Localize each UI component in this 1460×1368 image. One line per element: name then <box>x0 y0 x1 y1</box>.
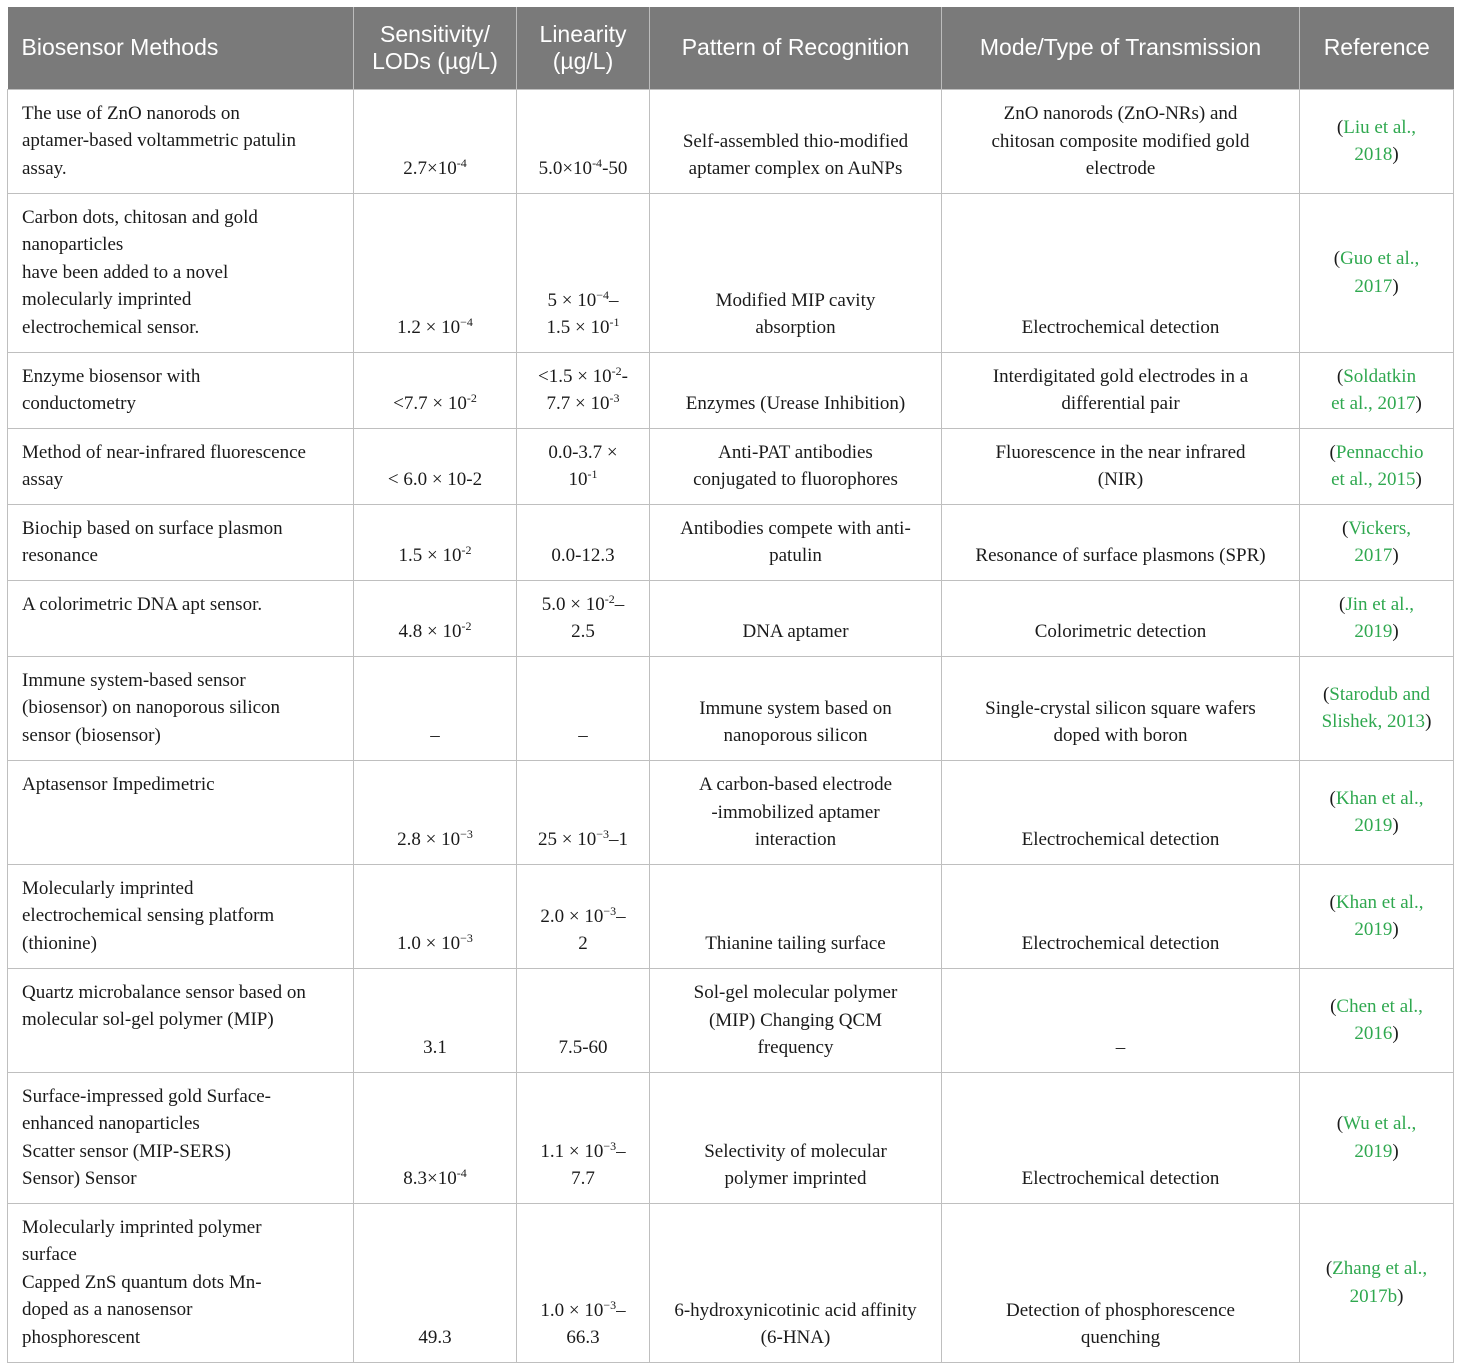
cell-linearity <box>517 864 650 968</box>
reference-line: (Vickers, <box>1341 517 1412 539</box>
cell-reference <box>1300 656 1454 760</box>
linearity-line-2 <box>527 618 639 646</box>
cell-reference <box>1300 89 1454 193</box>
cell-transmission <box>942 864 1300 968</box>
transmission-line: chitosan composite modified gold <box>991 130 1250 152</box>
method-line: (thionine) <box>22 932 97 954</box>
method-line: Scatter sensor (MIP-SERS) <box>22 1140 231 1162</box>
value-exponent: −3 <box>460 827 473 841</box>
transmission-line: ZnO nanorods (ZnO-NRs) and <box>1003 103 1238 124</box>
value-tail: - <box>621 365 628 387</box>
cell-reference <box>1300 580 1454 656</box>
pattern-line: patulin <box>769 545 822 566</box>
value-tail: – <box>614 593 625 615</box>
value-base: 1.1 × 10 <box>540 1140 604 1162</box>
method-line: molecular sol-gel polymer (MIP) <box>22 1009 274 1030</box>
cell-linearity <box>517 428 650 504</box>
table-row <box>8 193 1454 352</box>
reference-link[interactable]: et al., 2017 <box>1331 393 1416 414</box>
reference-link[interactable]: Vickers, <box>1348 517 1412 539</box>
value-base: <7.7 × 10 <box>393 393 467 414</box>
cell-method <box>8 760 354 864</box>
method-line: Method of near-infrared fluorescence <box>22 441 306 463</box>
cell-reference <box>1300 760 1454 864</box>
cell-sensitivity <box>354 656 517 760</box>
transmission-line: Interdigitated gold electrodes in a <box>992 365 1249 387</box>
value-base: 5.0 × 10 <box>541 593 605 615</box>
method-line: assay <box>22 469 64 490</box>
value-exponent: -4 <box>592 156 603 170</box>
reference-line: (Soldatkin <box>1336 365 1417 387</box>
pattern-line: interaction <box>754 829 837 850</box>
value-base: 2.8 × 10 <box>397 829 461 850</box>
reference-line: (Jin et al., <box>1339 593 1414 615</box>
value-tail: – <box>616 1299 626 1321</box>
method-line: electrochemical sensor. <box>22 316 200 338</box>
cell-linearity <box>517 656 650 760</box>
transmission-line: Electrochemical detection <box>1021 317 1220 338</box>
transmission-line: Electrochemical detection <box>1021 1168 1220 1189</box>
value-tail: – <box>609 289 619 311</box>
reference-link[interactable]: 2019 <box>1354 1140 1393 1162</box>
value-tail: –1 <box>609 829 628 850</box>
cell-text: 0.0-12.3 <box>551 545 615 566</box>
pattern-line: Sol-gel molecular polymer <box>693 982 898 1003</box>
cell-text: 3.1 <box>423 1037 447 1058</box>
cell-sensitivity <box>354 1203 517 1362</box>
value-tail: -50 <box>602 158 628 179</box>
cell-reference <box>1300 352 1454 428</box>
reference-link[interactable]: 2019 <box>1354 621 1393 642</box>
pattern-line: 6-hydroxynicotinic acid affinity <box>674 1299 917 1321</box>
pattern-line: (MIP) Changing QCM <box>708 1009 883 1031</box>
pattern-line: nanoporous silicon <box>723 725 868 746</box>
cell-pattern <box>650 193 942 352</box>
table-row <box>8 968 1454 1072</box>
cell-pattern <box>650 656 942 760</box>
value-exponent: -2 <box>604 591 615 606</box>
cell-sensitivity <box>354 352 517 428</box>
reference-line: (Khan et al., <box>1329 891 1424 913</box>
table-header <box>8 7 1454 89</box>
reference-line: (Chen et al., <box>1330 995 1423 1017</box>
reference-link[interactable]: Liu et al., <box>1343 116 1417 138</box>
transmission-line: Colorimetric detection <box>1034 621 1207 642</box>
table-row <box>8 864 1454 968</box>
value-exponent: -1 <box>587 467 598 481</box>
reference-link[interactable]: Guo et al., <box>1340 248 1420 269</box>
value-exponent: -4 <box>456 156 467 170</box>
value-base: 7.7 × 10 <box>546 393 610 414</box>
reference-link[interactable]: Slishek, 2013 <box>1321 711 1426 732</box>
transmission-line: Fluorescence in the near infrared <box>995 441 1246 463</box>
cell-pattern <box>650 864 942 968</box>
cell-method <box>8 580 354 656</box>
cell-text: < 6.0 × 10-2 <box>387 469 483 490</box>
pattern-line: Modified MIP cavity <box>715 289 876 311</box>
cell-pattern <box>650 352 942 428</box>
method-line: Enzyme biosensor with <box>22 365 201 387</box>
table-body <box>8 89 1454 1362</box>
transmission-line: differential pair <box>1061 393 1180 414</box>
reference-link[interactable]: 2019 <box>1354 815 1393 836</box>
cell-linearity <box>517 580 650 656</box>
linearity-line-2 <box>527 466 639 494</box>
method-line: nanoparticles <box>22 234 124 255</box>
cell-text: 7.7 <box>571 1168 595 1189</box>
cell-transmission <box>942 580 1300 656</box>
value-tail: – <box>616 905 626 927</box>
pattern-line: Enzymes (Urease Inhibition) <box>685 393 906 414</box>
cell-pattern <box>650 89 942 193</box>
value-base: 10 <box>568 469 588 490</box>
cell-method <box>8 193 354 352</box>
reference-line: Slishek, 2013) <box>1321 711 1432 732</box>
reference-line: (Pennacchio <box>1329 441 1424 463</box>
cell-transmission <box>942 504 1300 580</box>
value-base: 1.0 × 10 <box>397 933 461 954</box>
method-line: have been added to a novel <box>22 261 229 283</box>
linearity-line-2 <box>527 1165 639 1193</box>
value-base: 2.7×10 <box>403 158 457 179</box>
header-reference: Reference <box>1300 7 1454 89</box>
cell-method <box>8 656 354 760</box>
linearity-line-2 <box>527 930 639 958</box>
cell-method <box>8 1072 354 1203</box>
cell-pattern <box>650 968 942 1072</box>
cell-sensitivity <box>354 1072 517 1203</box>
cell-text: 2.5 <box>571 621 595 642</box>
method-line: assay. <box>22 157 67 179</box>
cell-sensitivity <box>354 864 517 968</box>
transmission-line: (NIR) <box>1097 469 1144 490</box>
cell-pattern <box>650 428 942 504</box>
pattern-line: polymer imprinted <box>724 1168 867 1189</box>
cell-pattern <box>650 1203 942 1362</box>
table-row <box>8 504 1454 580</box>
pattern-line: Thianine tailing surface <box>705 933 886 954</box>
cell-linearity <box>517 504 650 580</box>
cell-transmission <box>942 1203 1300 1362</box>
value-base: 1.5 × 10 <box>398 545 462 566</box>
cell-sensitivity <box>354 760 517 864</box>
method-line: enhanced nanoparticles <box>22 1113 200 1134</box>
header-linearity: Linearity (µg/L) <box>517 7 650 89</box>
value-exponent: −3 <box>603 1297 617 1312</box>
method-line: A colorimetric DNA apt sensor. <box>22 593 263 615</box>
reference-link[interactable]: Chen et al., <box>1336 995 1423 1017</box>
transmission-line: electrode <box>1085 158 1156 179</box>
linearity-line-1 <box>527 287 639 315</box>
method-line: Sensor) Sensor <box>22 1168 137 1189</box>
reference-line: 2017) <box>1354 275 1399 297</box>
value-base: 1.5 × 10 <box>546 317 610 338</box>
reference-line: 2018) <box>1354 144 1399 165</box>
reference-line: 2016) <box>1354 1023 1399 1044</box>
value-exponent: -2 <box>611 363 622 378</box>
biosensor-table <box>7 7 1454 1363</box>
cell-method <box>8 504 354 580</box>
header-sensitivity: Sensitivity/ LODs (µg/L) <box>354 7 517 89</box>
method-line: molecularly imprinted <box>22 289 192 310</box>
cell-linearity <box>517 352 650 428</box>
header-pattern: Pattern of Recognition <box>650 7 942 89</box>
reference-link[interactable]: Soldatkin <box>1343 365 1417 387</box>
reference-line: (Starodub and <box>1322 683 1431 705</box>
value-exponent: -1 <box>609 315 620 329</box>
reference-link[interactable]: 2017 <box>1354 275 1393 297</box>
reference-line: et al., 2017) <box>1331 393 1422 414</box>
reference-line: (Wu et al., <box>1336 1113 1417 1134</box>
method-line: resonance <box>22 545 98 566</box>
value-tail: – <box>616 1140 626 1162</box>
cell-sensitivity <box>354 428 517 504</box>
cell-reference <box>1300 193 1454 352</box>
method-line: doped as a nanosensor <box>22 1299 193 1320</box>
cell-transmission <box>942 89 1300 193</box>
value-base: 1.2 × 10 <box>397 317 461 338</box>
cell-sensitivity <box>354 193 517 352</box>
linearity-line-1 <box>527 363 639 391</box>
cell-transmission <box>942 352 1300 428</box>
cell-method <box>8 864 354 968</box>
method-line: surface <box>22 1244 77 1265</box>
reference-link[interactable]: 2018 <box>1354 144 1393 165</box>
pattern-line: (6-HNA) <box>760 1327 831 1348</box>
reference-link[interactable]: 2017 <box>1354 545 1393 566</box>
table-row <box>8 580 1454 656</box>
cell-text: 2 <box>578 933 588 954</box>
value-exponent: -4 <box>456 1166 467 1180</box>
cell-text: 0.0-3.7 × <box>548 441 618 463</box>
linearity-line-2 <box>527 314 639 342</box>
method-line: electrochemical sensing platform <box>22 905 275 926</box>
cell-method <box>8 1203 354 1362</box>
linearity-line-1 <box>527 1297 639 1325</box>
pattern-line: Self-assembled thio-modified <box>682 130 909 152</box>
value-exponent: −3 <box>603 903 617 918</box>
value-base: 4.8 × 10 <box>398 621 462 642</box>
pattern-line: absorption <box>755 317 836 338</box>
method-line: (biosensor) on nanoporous silicon <box>22 697 281 718</box>
table-row <box>8 89 1454 193</box>
cell-text: – <box>578 725 588 746</box>
pattern-line: frequency <box>757 1037 834 1058</box>
value-exponent: −3 <box>596 827 609 841</box>
transmission-line: Single-crystal silicon square wafers <box>985 697 1256 719</box>
table-row <box>8 760 1454 864</box>
value-base: 5 × 10 <box>547 289 597 311</box>
cell-text: 7.5-60 <box>558 1037 608 1058</box>
pattern-line: Immune system based on <box>699 697 892 719</box>
reference-link[interactable]: 2019 <box>1354 919 1393 940</box>
reference-line: 2017b) <box>1349 1285 1404 1307</box>
reference-line: (Liu et al., <box>1336 116 1417 138</box>
table-row <box>8 1072 1454 1203</box>
cell-text: – <box>430 725 440 746</box>
method-line: aptamer-based voltammetric patulin <box>22 130 296 151</box>
transmission-line: Detection of phosphorescence <box>1006 1299 1235 1321</box>
value-exponent: −3 <box>460 931 473 945</box>
reference-link[interactable]: Wu et al., <box>1343 1113 1417 1134</box>
value-exponent: -2 <box>461 619 472 633</box>
cell-reference <box>1300 1203 1454 1362</box>
reference-link[interactable]: Khan et al., <box>1335 891 1424 913</box>
cell-method <box>8 89 354 193</box>
reference-link[interactable]: 2016 <box>1354 1023 1393 1044</box>
reference-line: (Khan et al., <box>1329 787 1424 809</box>
cell-transmission <box>942 193 1300 352</box>
cell-pattern <box>650 760 942 864</box>
method-line: Aptasensor Impedimetric <box>22 773 215 795</box>
cell-reference <box>1300 864 1454 968</box>
cell-sensitivity <box>354 968 517 1072</box>
value-exponent: -2 <box>466 391 477 405</box>
value-exponent: −4 <box>596 287 609 302</box>
method-line: sensor (biosensor) <box>22 724 161 746</box>
reference-line: et al., 2015) <box>1331 469 1422 490</box>
value-base: 25 × 10 <box>538 829 597 850</box>
cell-reference <box>1300 1072 1454 1203</box>
table-row <box>8 656 1454 760</box>
table-container <box>7 7 1453 1363</box>
method-line: Carbon dots, chitosan and gold <box>22 206 258 228</box>
method-line: The use of ZnO nanorods on <box>22 102 240 124</box>
cell-method <box>8 352 354 428</box>
reference-line: (Guo et al., <box>1333 248 1420 269</box>
reference-link[interactable]: Starodub and <box>1329 683 1431 705</box>
reference-link[interactable]: Khan et al., <box>1335 787 1424 809</box>
cell-reference <box>1300 968 1454 1072</box>
cell-pattern <box>650 1072 942 1203</box>
reference-link[interactable]: et al., 2015 <box>1331 469 1416 490</box>
pattern-line: -immobilized aptamer <box>711 801 880 823</box>
method-line: Quartz microbalance sensor based on <box>22 981 306 1003</box>
table-row <box>8 352 1454 428</box>
value-exponent: -2 <box>461 543 472 557</box>
pattern-line: conjugated to fluorophores <box>693 469 898 490</box>
cell-method <box>8 428 354 504</box>
linearity-line-1 <box>527 1138 639 1166</box>
cell-linearity <box>517 193 650 352</box>
value-base: <1.5 × 10 <box>537 365 612 387</box>
transmission-line: Electrochemical detection <box>1021 933 1220 954</box>
table-row <box>8 1203 1454 1362</box>
cell-pattern <box>650 580 942 656</box>
pattern-line: Antibodies compete with anti- <box>680 517 911 539</box>
linearity-line-1 <box>527 591 639 619</box>
reference-line: (Zhang et al., <box>1325 1258 1428 1279</box>
table-row <box>8 428 1454 504</box>
cell-transmission <box>942 428 1300 504</box>
cell-pattern <box>650 504 942 580</box>
cell-linearity <box>517 968 650 1072</box>
cell-sensitivity <box>354 89 517 193</box>
method-line: Capped ZnS quantum dots Mn- <box>22 1271 262 1293</box>
linearity-line-2 <box>527 390 639 418</box>
cell-text: 66.3 <box>566 1327 600 1348</box>
transmission-line: – <box>1115 1037 1126 1058</box>
pattern-line: Anti-PAT antibodies <box>718 441 873 463</box>
reference-line: 2017) <box>1354 545 1399 566</box>
pattern-line: Selectivity of molecular <box>704 1140 887 1162</box>
transmission-line: quenching <box>1080 1327 1161 1348</box>
value-base: 8.3×10 <box>403 1168 457 1189</box>
method-line: conductometry <box>22 393 136 414</box>
value-base: 1.0 × 10 <box>540 1299 604 1321</box>
value-base: 5.0×10 <box>538 158 593 179</box>
linearity-line-1 <box>527 439 639 467</box>
cell-linearity <box>517 89 650 193</box>
cell-linearity <box>517 1072 650 1203</box>
linearity-line-1 <box>527 903 639 931</box>
method-line: Immune system-based sensor <box>22 669 246 691</box>
cell-sensitivity <box>354 580 517 656</box>
method-line: Molecularly imprinted polymer <box>22 1216 262 1238</box>
cell-transmission <box>942 760 1300 864</box>
pattern-line: DNA aptamer <box>742 621 849 642</box>
method-line: Biochip based on surface plasmon <box>22 517 283 539</box>
reference-link[interactable]: Pennacchio <box>1335 441 1424 463</box>
cell-text: 49.3 <box>418 1327 452 1348</box>
cell-linearity <box>517 760 650 864</box>
method-line: Surface-impressed gold Surface- <box>22 1085 272 1107</box>
reference-line: 2019) <box>1354 1140 1399 1162</box>
pattern-line: A carbon-based electrode <box>698 774 893 795</box>
value-base: 2.0 × 10 <box>540 905 604 927</box>
header-mode: Mode/Type of Transmission <box>942 7 1300 89</box>
cell-reference <box>1300 504 1454 580</box>
reference-line: 2019) <box>1354 815 1399 836</box>
method-line: Molecularly imprinted <box>22 877 194 899</box>
cell-transmission <box>942 968 1300 1072</box>
transmission-line: doped with boron <box>1053 725 1188 746</box>
reference-line: 2019) <box>1354 621 1399 642</box>
transmission-line: Electrochemical detection <box>1021 829 1220 850</box>
cell-sensitivity <box>354 504 517 580</box>
cell-transmission <box>942 1072 1300 1203</box>
value-exponent: −3 <box>603 1138 617 1153</box>
reference-link[interactable]: Zhang et al., <box>1332 1258 1428 1279</box>
transmission-line: Resonance of surface plasmons (SPR) <box>975 545 1266 566</box>
method-line: phosphorescent <box>22 1326 141 1348</box>
linearity-line-2 <box>527 1324 639 1352</box>
reference-line: 2019) <box>1354 919 1399 940</box>
reference-link[interactable]: Jin et al., <box>1345 593 1414 615</box>
cell-method <box>8 968 354 1072</box>
pattern-line: aptamer complex on AuNPs <box>688 158 903 179</box>
cell-reference <box>1300 428 1454 504</box>
header-method: Biosensor Methods <box>8 7 354 89</box>
value-exponent: -3 <box>609 391 620 405</box>
value-exponent: −4 <box>460 315 473 329</box>
reference-link[interactable]: 2017b <box>1349 1285 1398 1307</box>
cell-linearity <box>517 1203 650 1362</box>
cell-transmission <box>942 656 1300 760</box>
